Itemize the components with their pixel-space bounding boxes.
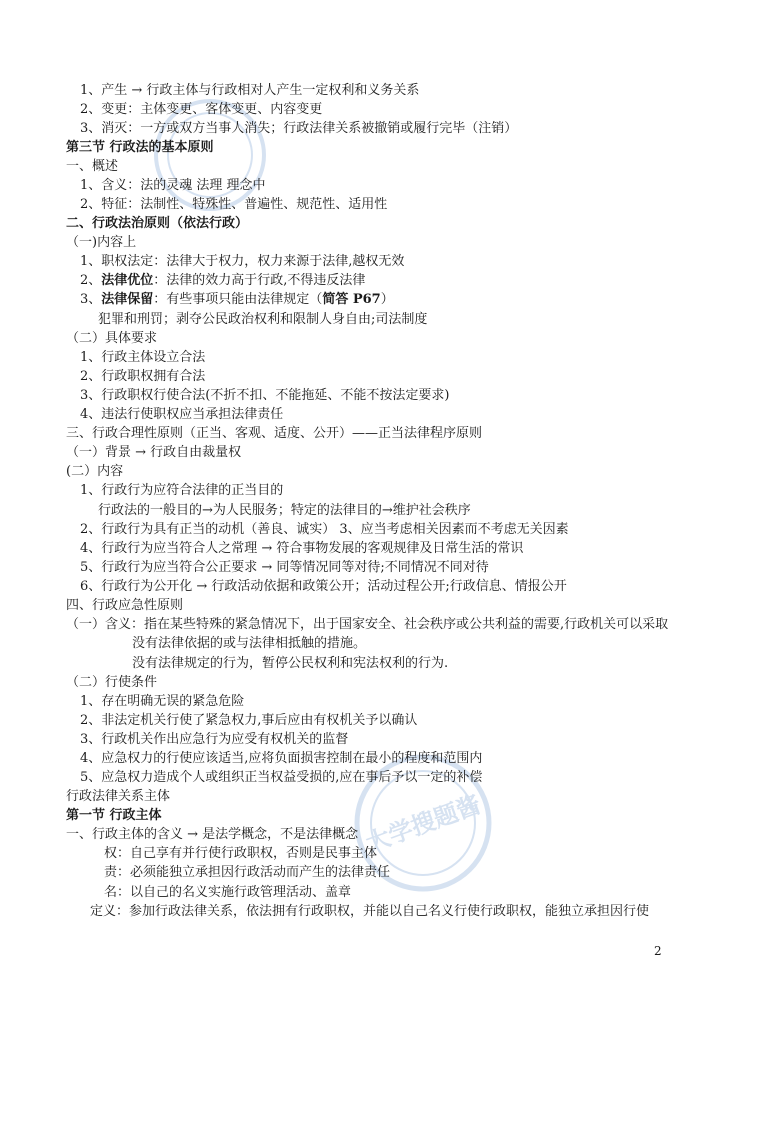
- bold-text: 二、行政法治原则（依法行政）: [66, 216, 249, 231]
- text-line: [66, 597, 183, 615]
- text-line: [80, 387, 449, 405]
- text-span: 1、行政行为应符合法律的正当目的: [80, 483, 284, 498]
- text-line: [66, 807, 162, 825]
- text-span: 1、行政主体设立合法: [80, 350, 206, 365]
- text-span: 5、行政行为应当符合公正要求 → 同等情况同等对待;不同情况不同对待: [80, 560, 489, 575]
- text-line: [80, 272, 365, 290]
- text-span: 4、违法行使职权应当承担法律责任: [80, 407, 284, 422]
- text-line: [80, 349, 205, 367]
- text-line: [80, 750, 482, 768]
- text-span: 行政法律关系主体: [66, 789, 171, 804]
- text-line: [132, 655, 448, 673]
- text-span: 一、行政主体的含义 → 是法学概念，不是法律概念: [66, 827, 359, 842]
- text-line: [104, 864, 390, 882]
- text-span: 3、行政机关作出应急行为应受有权机关的监督: [80, 732, 349, 747]
- page-number: 2: [654, 944, 662, 958]
- text-line: [104, 884, 351, 902]
- text-line: [90, 903, 649, 921]
- text-line: [80, 482, 283, 500]
- text-span: （二）行使条件: [66, 675, 158, 690]
- text-span: 2、非法定机关行使了紧急权力,事后应由有权机关予以确认: [80, 713, 418, 728]
- text-line: [80, 559, 489, 577]
- text-span: 1、职权法定：法律大于权力，权力来源于法律,越权无效: [80, 254, 405, 269]
- text-line: [66, 788, 170, 806]
- text-line: [66, 234, 136, 252]
- text-line: [80, 120, 517, 138]
- bold-text: 第三节 行政法的基本原则: [66, 140, 214, 155]
- text-span: 1、产生 → 行政主体与行政相对人产生一定权利和义务关系: [80, 83, 420, 98]
- text-span: 一、概述: [66, 159, 119, 174]
- text-span: 没有法律依据的或与法律相抵触的措施。: [132, 636, 367, 651]
- text-line: [80, 578, 567, 596]
- text-line: [66, 616, 668, 634]
- text-span: 四、行政应急性原则: [66, 598, 184, 613]
- text-span: ）: [380, 292, 394, 307]
- text-span: （一）含义：指在某些特殊的紧急情况下，出于国家安全、社会秩序或公共利益的需要,行政机关可以采取: [66, 617, 669, 632]
- text-line: [80, 769, 482, 787]
- text-line: [66, 444, 241, 462]
- text-line: [66, 139, 214, 157]
- text-line: [80, 731, 348, 749]
- text-line: [80, 406, 283, 424]
- text-span: 2、行政职权拥有合法: [80, 369, 206, 384]
- text-span: ：有些事项只能由法律规定（: [153, 292, 323, 307]
- text-line: [66, 674, 157, 692]
- text-line: [66, 330, 157, 348]
- text-span: 三、行政合理性原则（正当、客观、适度、公开）——正当法律程序原则: [66, 426, 483, 441]
- text-span: 3、消灭：一方或双方当事人消失；行政法律关系被撤销或履行完毕（注销）: [80, 121, 518, 136]
- text-line: [80, 521, 569, 539]
- text-span: 6、行政行为公开化 → 行政活动依据和政策公开；活动过程公开;行政信息、情报公开: [80, 579, 567, 594]
- text-span: 3、: [80, 292, 102, 307]
- text-span: ：法律的效力高于行政,不得违反法律: [153, 273, 366, 288]
- text-span: （二）具体要求: [66, 331, 158, 346]
- text-line: [104, 845, 377, 863]
- text-span: 2、行政行为具有正当的动机（善良、诚实） 3、应当考虑相关因素而不考虑无关因素: [80, 522, 569, 537]
- bold-text: 简答 P67: [322, 292, 381, 307]
- text-line: [80, 253, 404, 271]
- text-line: [66, 158, 118, 176]
- text-line: [80, 196, 387, 214]
- text-span: （一)内容上: [66, 235, 137, 250]
- bold-text: 第一节 行政主体: [66, 808, 162, 823]
- text-span: 定义：参加行政法律关系，依法拥有行政职权，并能以自己名义行使行政职权，能独立承担因行使: [90, 904, 650, 919]
- text-line: [98, 311, 427, 329]
- bold-text: 法律优位: [101, 273, 154, 288]
- text-span: 责：必须能独立承担因行政活动而产生的法律责任: [104, 865, 391, 880]
- text-line: [66, 425, 482, 443]
- text-line: [80, 693, 244, 711]
- text-span: 没有法律规定的行为，暂停公民权利和宪法权利的行为.: [132, 656, 449, 671]
- text-span: 行政法的一般目的→为人民服务；特定的法律目的→维护社会秩序: [98, 503, 471, 518]
- text-span: 1、含义：法的灵魂 法理 理念中: [80, 178, 266, 193]
- text-line: [132, 635, 366, 653]
- text-span: 权：自己享有并行使行政职权，否则是民事主体: [104, 846, 378, 861]
- text-span: 5、应急权力造成个人或组织正当权益受损的,应在事后予以一定的补偿: [80, 770, 483, 785]
- text-span: 1、存在明确无误的紧急危险: [80, 694, 245, 709]
- bold-text: 法律保留: [101, 292, 154, 307]
- text-line: [80, 101, 322, 119]
- text-span: 2、: [80, 273, 102, 288]
- text-line: [80, 540, 523, 558]
- text-line: [66, 826, 358, 844]
- text-line: [80, 368, 205, 386]
- text-span: 4、应急权力的行使应该适当,应将负面损害控制在最小的程度和范围内: [80, 751, 483, 766]
- text-span: （一）背景 → 行政自由裁量权: [66, 445, 242, 460]
- text-span: (二）内容: [66, 464, 124, 479]
- text-line: [66, 463, 123, 481]
- text-span: 2、变更：主体变更、客体变更、内容变更: [80, 102, 323, 117]
- text-span: 4、行政行为应当符合人之常理 → 符合事物发展的客观规律及日常生活的常识: [80, 541, 524, 556]
- watermark-text: 大学搜题酱: [362, 790, 485, 858]
- text-line: [80, 82, 419, 100]
- text-span: 犯罪和刑罚；剥夺公民政治权利和限制人身自由;司法制度: [98, 312, 428, 327]
- text-line: [80, 291, 394, 309]
- text-span: 名：以自己的名义实施行政管理活动、盖章: [104, 885, 352, 900]
- text-span: 3、行政职权行使合法(不折不扣、不能拖延、不能不按法定要求): [80, 388, 450, 403]
- text-line: [80, 177, 266, 195]
- text-line: [98, 502, 471, 520]
- text-line: [66, 215, 248, 233]
- text-line: [80, 712, 417, 730]
- text-span: 2、特征：法制性、特殊性、普遍性、规范性、适用性: [80, 197, 388, 212]
